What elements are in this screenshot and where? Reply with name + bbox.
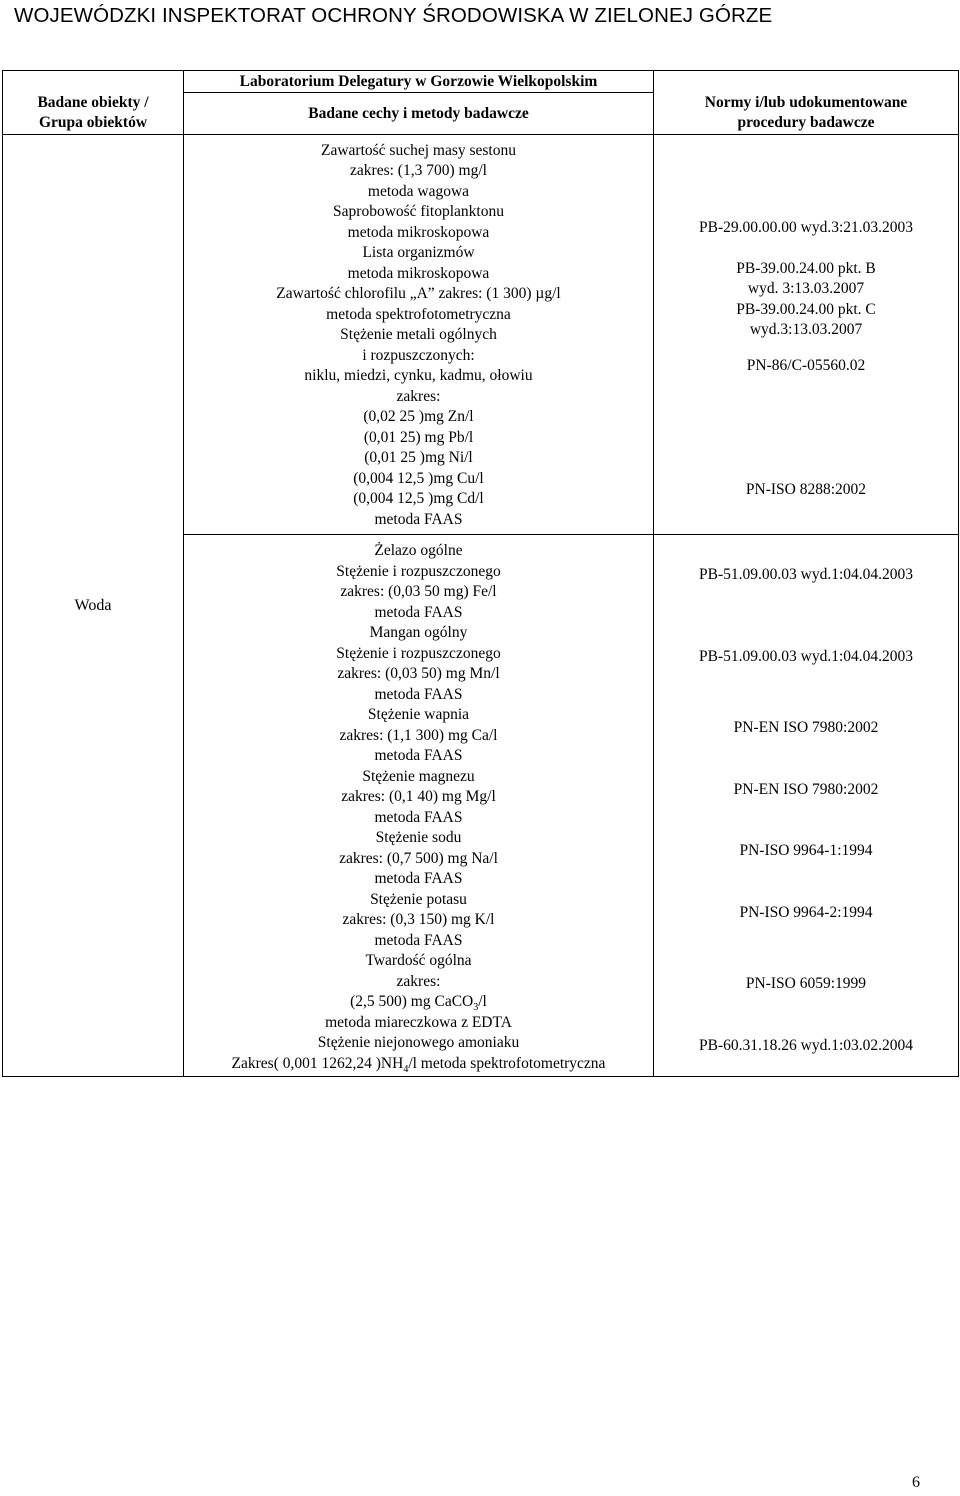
col-header-norms-line: Normy i/lub udokumentowane: [704, 93, 908, 111]
method-line: zakres:: [396, 972, 441, 990]
lab-title-row: [3, 71, 959, 93]
col-header-objects-line: Badane obiekty /: [37, 93, 149, 111]
method-line: zakres: (0,1 40) mg Mg/l: [341, 788, 496, 805]
method-line: i rozpuszczonych:: [362, 346, 475, 364]
formula-unit: /l metoda spektrofotometryczna: [408, 1054, 606, 1072]
method-line: metoda FAAS: [374, 931, 463, 949]
method-line: Stężenie metali ogólnych: [340, 326, 497, 344]
norm-line: PN-ISO 8288:2002: [745, 481, 867, 498]
method-line: metoda mikroskopowa: [347, 264, 490, 282]
column-header-row: [3, 93, 959, 135]
norm-line: PN-ISO 9964-1:1994: [739, 842, 873, 859]
method-line: zakres: (0,03 50) mg Mn/l: [337, 665, 500, 682]
norm-line: wyd.3:13.03.2007: [749, 321, 863, 338]
norm-line: PN-ISO 9964-2:1994: [739, 903, 873, 921]
method-line: zakres:: [396, 387, 441, 405]
formula-subscript: 4: [403, 1063, 409, 1075]
document-header: WOJEWÓDZKI INSPEKTORAT OCHRONY ŚRODOWISKA W ZIELONEJ GÓRZE: [14, 4, 773, 27]
col-header-norms-line: procedury badawcze: [737, 114, 875, 132]
method-line: metoda FAAS: [374, 603, 463, 621]
method-line: metoda FAAS: [374, 808, 463, 826]
header-blank-right: [654, 71, 959, 93]
norms-cell-bottom: [654, 535, 959, 1077]
method-line: metoda miareczkowa z EDTA: [325, 1013, 512, 1031]
norm-line: PB-51.09.00.03 wyd.1:04.04.2003: [699, 566, 913, 583]
method-line: Stężenie sodu: [375, 829, 462, 846]
method-line: Zawartość chlorofilu „A” zakres: (1 300) µg/l: [276, 285, 561, 303]
method-line: Stężenie magnezu: [362, 767, 475, 785]
col-header-objects: [3, 93, 184, 135]
group-label: Woda: [3, 135, 184, 1077]
method-line: (0,01 25) mg Pb/l: [363, 428, 474, 446]
formula-subscript: 3: [473, 1002, 479, 1014]
method-line: Mangan ogólny: [369, 624, 468, 641]
method-line: metoda mikroskopowa: [347, 223, 490, 241]
method-line: zakres: (0,03 50 mg) Fe/l: [340, 583, 497, 600]
method-line: Stężenie i rozpuszczonego: [336, 562, 501, 580]
norm-line: PB-60.31.18.26 wyd.1:03.02.2004: [699, 1036, 913, 1054]
col-header-norms: [654, 93, 959, 135]
norm-line: PB-39.00.24.00 pkt. B: [736, 259, 876, 277]
method-line: Stężenie potasu: [370, 890, 467, 908]
formula-text: Zakres( 0,001 1262,24 )NH: [231, 1054, 404, 1072]
methods-cell-bottom: [184, 535, 654, 1077]
method-line: metoda wagowa: [367, 182, 470, 200]
method-line: zakres: (0,3 150) mg K/l: [342, 911, 495, 928]
method-line: metoda FAAS: [374, 510, 463, 528]
col-header-methods: Badane cechy i metody badawcze: [184, 93, 654, 135]
table-row: [3, 135, 959, 535]
method-line: (0,004 12,5 )mg Cu/l: [353, 469, 484, 487]
col-header-objects-line: Grupa obiektów: [38, 114, 148, 132]
method-line: zakres: (0,7 500) mg Na/l: [339, 849, 498, 867]
method-line-formula: [184, 992, 653, 1013]
header-blank-left: [3, 71, 184, 93]
lab-title: Laboratorium Delegatury w Gorzowie Wielkopolskim: [184, 71, 654, 93]
method-line: (0,02 25 )mg Zn/l: [363, 408, 474, 426]
method-line: Stężenie i rozpuszczonego: [336, 644, 501, 662]
method-line: (0,01 25 )mg Ni/l: [364, 449, 473, 467]
method-line: Stężenie niejonowego amoniaku: [317, 1034, 520, 1051]
method-line: zakres: (1,3 700) mg/l: [350, 162, 487, 180]
method-line: Żelazo ogólne: [374, 542, 463, 559]
norm-line: PB-39.00.24.00 pkt. C: [736, 300, 876, 318]
norm-line: PN-ISO 6059:1999: [745, 975, 867, 992]
formula-text: (2,5 500) mg CaCO: [350, 993, 474, 1010]
method-line: Lista organizmów: [362, 244, 475, 262]
method-line: metoda FAAS: [374, 870, 463, 887]
norm-line: PN-EN ISO 7980:2002: [733, 719, 879, 736]
method-line: Stężenie wapnia: [367, 706, 470, 723]
method-line: zakres: (1,1 300) mg Ca/l: [339, 726, 498, 744]
method-line: metoda FAAS: [374, 747, 463, 764]
norms-cell-top: [654, 135, 959, 535]
method-line: metoda FAAS: [374, 685, 463, 703]
method-line: (0,004 12,5 )mg Cd/l: [353, 490, 484, 508]
norm-line: PB-51.09.00.03 wyd.1:04.04.2003: [699, 647, 913, 665]
accreditation-table: [2, 70, 959, 1077]
norm-line: PN-86/C-05560.02: [746, 356, 866, 374]
norm-line: PB-29.00.00.00 wyd.3:21.03.2003: [699, 219, 913, 236]
norm-line: wyd. 3:13.03.2007: [747, 280, 865, 297]
method-line: niklu, miedzi, cynku, kadmu, ołowiu: [304, 367, 533, 385]
method-line: metoda spektrofotometryczna: [326, 305, 511, 323]
method-line: Zawartość suchej masy sestonu: [321, 141, 516, 159]
methods-cell-top: [184, 135, 654, 535]
formula-unit: /l: [478, 993, 487, 1010]
method-line-formula: [184, 1054, 653, 1075]
method-line: Twardość ogólna: [365, 952, 472, 969]
norm-line: PN-EN ISO 7980:2002: [733, 780, 879, 798]
method-line: Saprobowość fitoplanktonu: [333, 203, 504, 221]
page-number: 6: [912, 1474, 920, 1491]
